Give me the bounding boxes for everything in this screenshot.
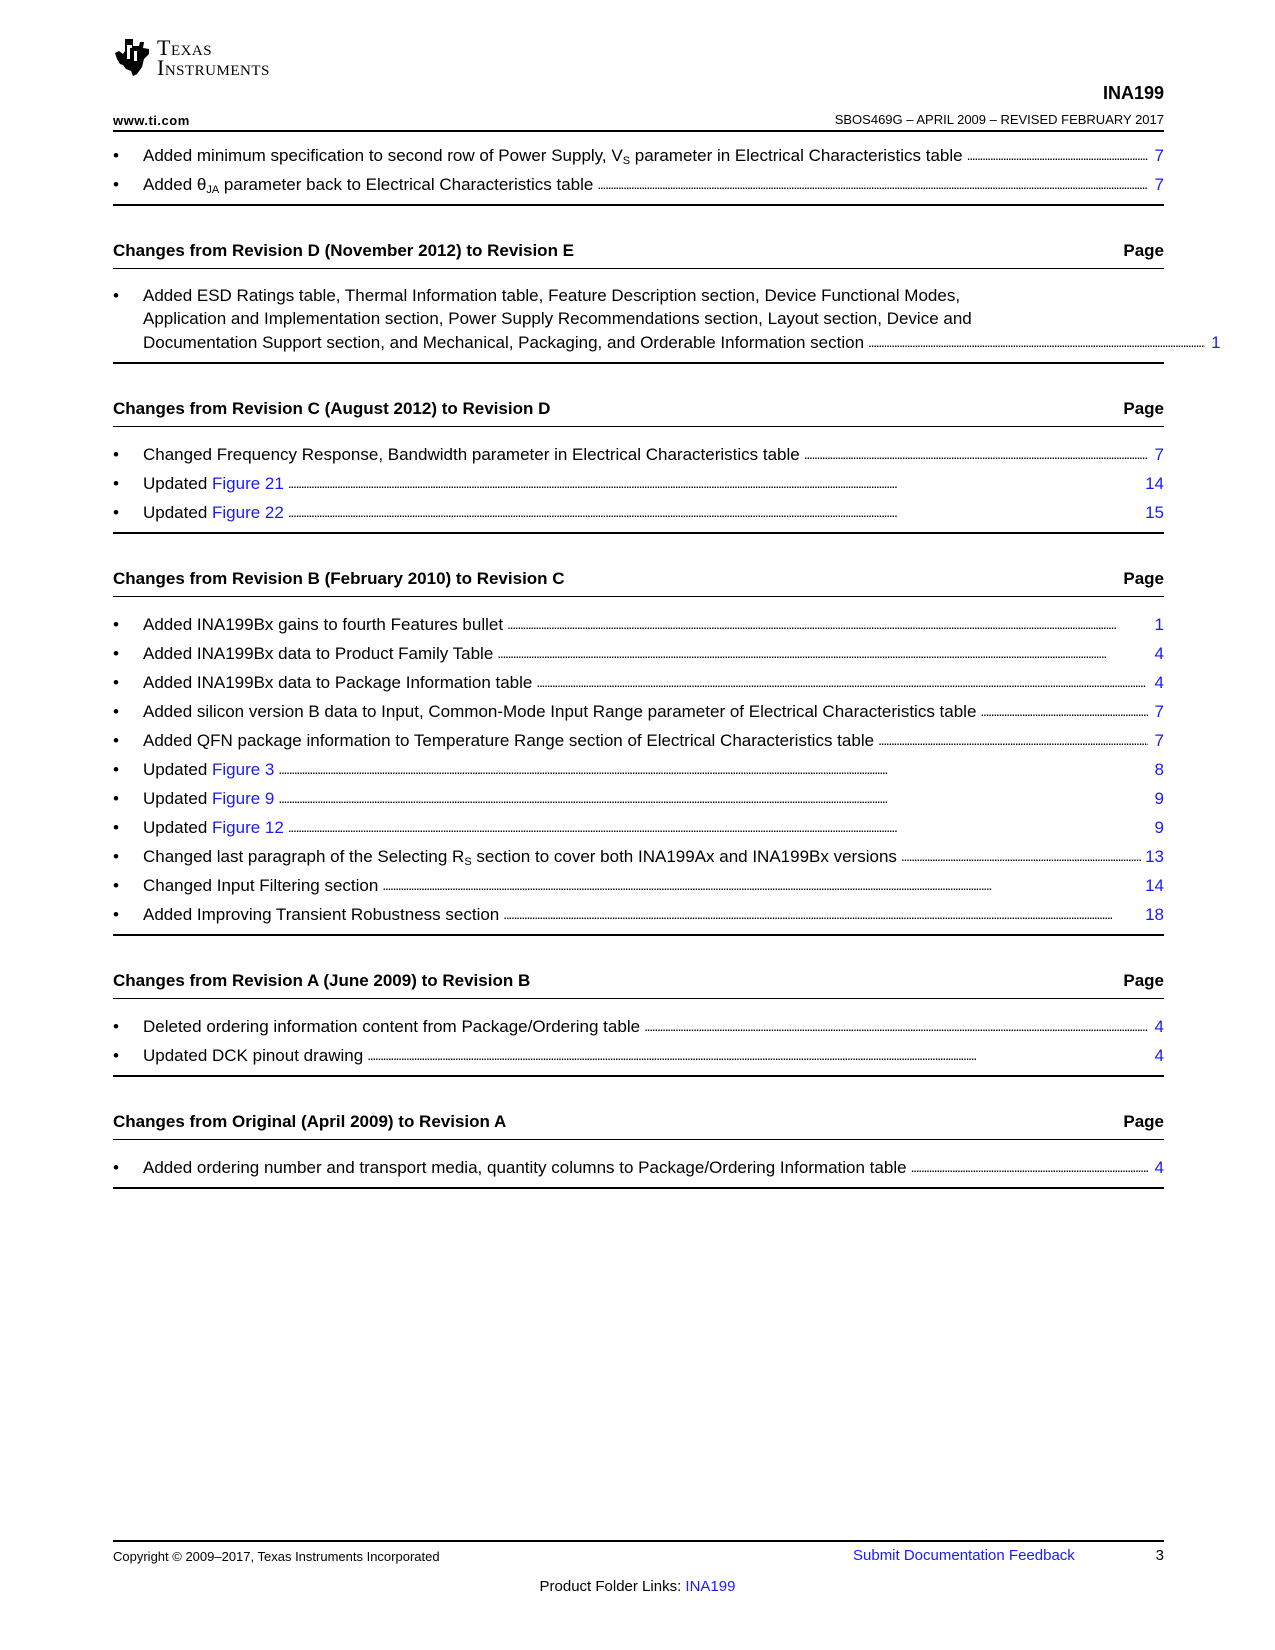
entry-text: Added INA199Bx data to Package Information table	[143, 672, 533, 692]
section-title: Changes from Revision A (June 2009) to Revision B	[113, 971, 531, 990]
entry-text: Added minimum specification to second row of Power Supply, V	[143, 145, 623, 165]
page-column-label: Page	[1123, 569, 1164, 588]
page-link[interactable]: 1	[1154, 614, 1164, 634]
list-item	[113, 696, 1164, 725]
section-rule	[113, 1187, 1164, 1189]
page-link[interactable]: 8	[1154, 759, 1164, 779]
entry-text-cont: parameter back to Electrical Characteristics table	[219, 174, 594, 194]
entry-text: Added INA199Bx data to Product Family Table	[143, 643, 494, 663]
page-link[interactable]: 9	[1154, 817, 1164, 837]
folder-label: Product Folder Links:	[539, 1578, 686, 1595]
bullet: •	[113, 788, 119, 808]
bullet: •	[113, 1016, 119, 1036]
list-item	[113, 1011, 1164, 1040]
entry-text: Added ordering number and transport media, quantity columns to Package/Ordering Information table	[143, 1157, 907, 1177]
entry-text-cont: section to cover both INA199Ax and INA199Bx versions	[471, 846, 897, 866]
entry-text: Updated DCK pinout drawing	[143, 1045, 364, 1065]
section-heading	[113, 971, 1164, 999]
bullet: •	[113, 759, 119, 779]
section-rule	[113, 362, 1164, 364]
page-link[interactable]: 4	[1154, 672, 1164, 692]
list-item	[113, 812, 1164, 841]
product-folder-links	[0, 1578, 1275, 1595]
entry-subscript: S	[622, 154, 631, 167]
bullet: •	[113, 1045, 119, 1065]
bullet: •	[113, 701, 119, 721]
page-number: 3	[1155, 1547, 1164, 1564]
entry-text: Changed Frequency Response, Bandwidth parameter in Electrical Characteristics table	[143, 444, 800, 464]
entry-text: Deleted ordering information content from Package/Ordering table	[143, 1016, 641, 1036]
page-link[interactable]: 4	[1154, 1045, 1164, 1065]
bullet: •	[113, 614, 119, 634]
section-heading	[113, 1112, 1164, 1140]
entry-text: Changed Input Filtering section	[143, 875, 379, 895]
list-item	[113, 725, 1164, 754]
bullet: •	[113, 904, 119, 924]
bullet: •	[113, 285, 119, 305]
page-link[interactable]: 14	[1145, 875, 1164, 895]
figure-link[interactable]: Figure 22	[212, 502, 284, 522]
product-folder-link[interactable]: INA199	[685, 1578, 736, 1595]
page-link[interactable]: 1	[1211, 332, 1221, 352]
bullet: •	[113, 672, 119, 692]
entry-text: Updated	[143, 473, 212, 493]
entry-text-line: Application and Implementation section, Power Supply Recommendations section, Layout section, Device and	[143, 308, 972, 328]
section-rule	[113, 532, 1164, 534]
page-link[interactable]: 7	[1154, 145, 1164, 165]
page-link[interactable]: 7	[1154, 444, 1164, 464]
page-link[interactable]: 7	[1154, 730, 1164, 750]
bullet: •	[113, 444, 119, 464]
copyright: Copyright © 2009–2017, Texas Instruments Incorporated	[113, 1549, 440, 1564]
header-rule	[113, 130, 1164, 132]
page-link[interactable]: 4	[1154, 643, 1164, 663]
page-link[interactable]: 15	[1145, 502, 1164, 522]
page-link[interactable]: 4	[1154, 1016, 1164, 1036]
revision-history	[113, 140, 1221, 1189]
bullet: •	[113, 643, 119, 663]
page-link[interactable]: 4	[1154, 1157, 1164, 1177]
bullet: •	[113, 846, 119, 866]
figure-link[interactable]: Figure 21	[212, 473, 284, 493]
page-link[interactable]: 18	[1145, 904, 1164, 924]
section-title: Changes from Revision C (August 2012) to Revision D	[113, 399, 551, 418]
logo-line-2: Instruments	[157, 55, 270, 80]
bullet: •	[113, 730, 119, 750]
page-link[interactable]: 13	[1145, 846, 1164, 866]
entry-text: Updated	[143, 788, 212, 808]
entry-text-line: Added ESD Ratings table, Thermal Information table, Feature Description section, Device Functional Modes,	[143, 285, 961, 305]
list-item	[113, 1152, 1164, 1181]
page-link[interactable]: 7	[1154, 174, 1164, 194]
section-heading	[113, 569, 1164, 597]
entry-text: Added Improving Transient Robustness section	[143, 904, 500, 924]
entry-text-cont: parameter in Electrical Characteristics table	[630, 145, 963, 165]
list-item	[113, 497, 1164, 526]
list-item	[113, 783, 1164, 812]
list-item	[113, 439, 1164, 468]
section-title: Changes from Revision B (February 2010) to Revision C	[113, 569, 565, 588]
list-item	[113, 281, 1221, 356]
figure-link[interactable]: Figure 12	[212, 817, 284, 837]
section-heading	[113, 241, 1164, 269]
list-item	[113, 841, 1164, 870]
list-item	[113, 667, 1164, 696]
entry-text: Added θ	[143, 174, 207, 194]
entry-text: Added QFN package information to Temperature Range section of Electrical Characteristics table	[143, 730, 875, 750]
entry-text: Added silicon version B data to Input, Common-Mode Input Range parameter of Electrical Characteristics table	[143, 701, 977, 721]
bullet: •	[113, 817, 119, 837]
submit-feedback-link[interactable]: Submit Documentation Feedback	[853, 1547, 1075, 1564]
part-number: INA199	[1102, 83, 1164, 103]
page-column-label: Page	[1123, 971, 1164, 990]
section-rule	[113, 204, 1164, 206]
list-item	[113, 754, 1164, 783]
bullet: •	[113, 174, 119, 194]
list-item	[113, 1040, 1164, 1069]
entry-text: Added INA199Bx gains to fourth Features bullet	[143, 614, 504, 634]
section-heading	[113, 399, 1164, 427]
section-title: Changes from Revision D (November 2012) to Revision E	[113, 241, 575, 260]
entry-text: Updated	[143, 817, 212, 837]
entry-subscript: JA	[206, 183, 220, 196]
list-item	[113, 468, 1164, 497]
list-item	[113, 899, 1164, 928]
page-column-label: Page	[1123, 241, 1164, 260]
page-link[interactable]: 7	[1154, 701, 1164, 721]
footer-rule	[113, 1540, 1164, 1542]
section-title: Changes from Original (April 2009) to Revision A	[113, 1112, 507, 1131]
page-column-label: Page	[1123, 399, 1164, 418]
section-rule	[113, 1075, 1164, 1077]
list-item	[113, 140, 1164, 169]
page-column-label: Page	[1123, 1112, 1164, 1131]
entry-text: Changed last paragraph of the Selecting R	[143, 846, 465, 866]
bullet: •	[113, 875, 119, 895]
logo-line-1: Texas	[157, 35, 213, 60]
bullet: •	[113, 1157, 119, 1177]
list-item	[113, 169, 1164, 198]
bullet: •	[113, 502, 119, 522]
ti-logo	[113, 37, 270, 79]
bullet: •	[113, 473, 119, 493]
list-item	[113, 609, 1164, 638]
ti-logo-icon	[113, 37, 151, 77]
section-rule	[113, 934, 1164, 936]
bullet: •	[113, 145, 119, 165]
list-item	[113, 638, 1164, 667]
entry-text: Updated	[143, 759, 212, 779]
entry-text-line: Documentation Support section, and Mechanical, Packaging, and Orderable Information section	[143, 332, 865, 352]
entry-subscript: S	[464, 855, 472, 868]
figure-link[interactable]: Figure 9	[212, 788, 275, 808]
website-link[interactable]: www.ti.com	[113, 113, 190, 128]
entry-text: Updated	[143, 502, 212, 522]
page-link[interactable]: 9	[1154, 788, 1164, 808]
page-link[interactable]: 14	[1145, 473, 1164, 493]
figure-link[interactable]: Figure 3	[212, 759, 275, 779]
list-item	[113, 870, 1164, 899]
doc-id: SBOS469G – APRIL 2009 – REVISED FEBRUARY 2017	[834, 112, 1164, 127]
